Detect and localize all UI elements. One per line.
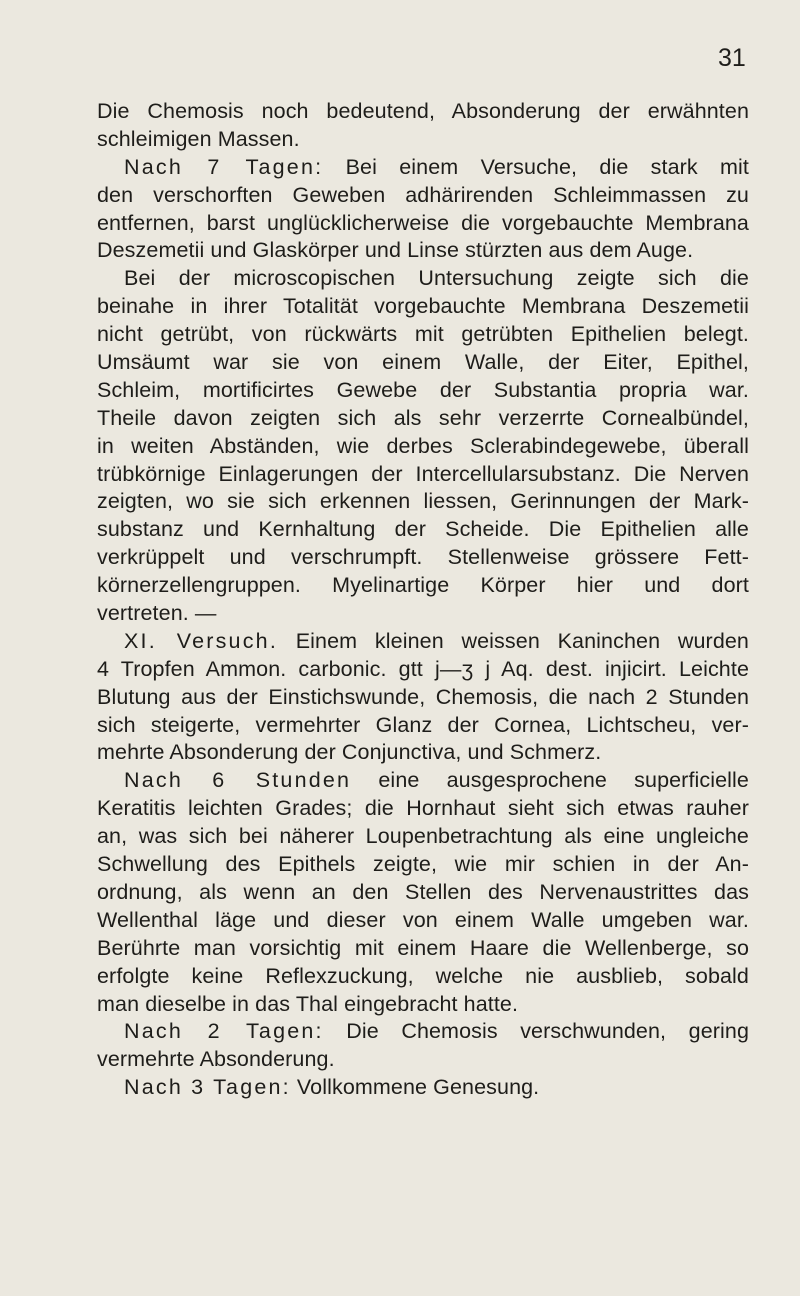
text-line xyxy=(97,544,749,572)
text-line xyxy=(97,739,749,767)
text-line xyxy=(97,991,749,1019)
section-lead: XI. Versuch. xyxy=(124,628,278,653)
line-text: substanz und Kernhaltung der Scheide. Die Epithelien alle xyxy=(97,517,749,542)
line-text: zeigten, wo sie sich erkennen liessen, Gerinnungen der Mark- xyxy=(97,489,749,514)
line-text: Bei einem Versuche, die stark mit xyxy=(323,154,750,179)
text-line xyxy=(97,572,749,600)
text-line xyxy=(97,600,749,628)
text-line xyxy=(97,321,749,349)
line-text: Die Chemosis verschwunden, gering xyxy=(323,1019,749,1044)
text-line xyxy=(97,1018,749,1046)
text-line xyxy=(97,767,749,795)
body-text xyxy=(97,98,749,1102)
line-text: Vollkommene Genesung. xyxy=(290,1075,540,1100)
text-line xyxy=(97,628,749,656)
section-lead: Nach 7 Tagen: xyxy=(124,154,324,179)
text-line xyxy=(97,488,749,516)
text-line xyxy=(97,349,749,377)
text-line xyxy=(97,879,749,907)
text-line xyxy=(97,795,749,823)
line-text: Schleim, mortificirtes Gewebe der Substantia propria war. xyxy=(97,377,749,402)
line-text: schleimigen Massen. xyxy=(97,126,300,151)
line-text: Umsäumt war sie von einem Walle, der Eiter, Epithel, xyxy=(97,350,749,375)
line-text: Keratitis leichten Grades; die Hornhaut sieht sich etwas rauher xyxy=(97,796,749,821)
page-number: 31 xyxy=(718,44,746,72)
text-line xyxy=(97,237,749,265)
text-line xyxy=(97,433,749,461)
section-lead: Nach 3 Tagen: xyxy=(124,1075,291,1100)
line-text: sich steigerte, vermehrter Glanz der Cornea, Lichtscheu, ver- xyxy=(97,712,749,737)
line-text: beinahe in ihrer Totalität vorgebauchte Membrana Deszemetii xyxy=(97,294,749,319)
line-text: mehrte Absonderung der Conjunctiva, und Schmerz. xyxy=(97,740,602,765)
text-line xyxy=(97,684,749,712)
text-line xyxy=(97,851,749,879)
text-line xyxy=(97,210,749,238)
line-text: ordnung, als wenn an den Stellen des Nervenaustrittes das xyxy=(97,879,749,904)
text-line xyxy=(97,154,749,182)
line-text: Wellenthal läge und dieser von einem Walle umgeben war. xyxy=(97,907,749,932)
section-lead: Nach 6 Stunden xyxy=(124,768,352,793)
line-text: nicht getrübt, von rückwärts mit getrübten Epithelien belegt. xyxy=(97,322,749,347)
line-text: erfolgte keine Reflexzuckung, welche nie ausblieb, sobald xyxy=(97,963,749,988)
text-line xyxy=(97,405,749,433)
text-line xyxy=(97,516,749,544)
line-text: trübkörnige Einlagerungen der Intercellularsubstanz. Die Nerven xyxy=(97,461,749,486)
line-text: Berührte man vorsichtig mit einem Haare die Wellenberge, so xyxy=(97,935,749,960)
text-line xyxy=(97,963,749,991)
line-text: Schwellung des Epithels zeigte, wie mir schien in der An- xyxy=(97,852,749,877)
text-line xyxy=(97,293,749,321)
text-line xyxy=(97,461,749,489)
line-text: Einem kleinen weissen Kaninchen wurden xyxy=(278,628,749,653)
line-text: verkrüppelt und verschrumpft. Stellenweise grössere Fett- xyxy=(97,545,749,570)
line-text: vermehrte Absonderung. xyxy=(97,1047,335,1072)
text-line xyxy=(97,712,749,740)
text-line xyxy=(97,823,749,851)
line-text: den verschorften Geweben adhärirenden Schleimmassen zu xyxy=(97,182,749,207)
text-line xyxy=(97,1046,749,1074)
line-text: körnerzellengruppen. Myelinartige Körper hier und dort xyxy=(97,573,749,598)
line-text: Blutung aus der Einstichswunde, Chemosis, die nach 2 Stunden xyxy=(97,684,749,709)
text-line xyxy=(97,98,749,126)
text-line xyxy=(97,1074,749,1102)
text-line xyxy=(97,377,749,405)
line-text: 4 Tropfen Ammon. carbonic. gtt j—ʒ j Aq. dest. injicirt. Leichte xyxy=(97,656,749,681)
line-text: in weiten Abständen, wie derbes Sclerabindegewebe, überall xyxy=(97,433,749,458)
section-lead: Nach 2 Tagen: xyxy=(124,1019,324,1044)
line-text: Die Chemosis noch bedeutend, Absonderung der erwähnten xyxy=(97,99,749,123)
line-text: eine ausgesprochene superficielle xyxy=(351,768,749,793)
line-text: Theile davon zeigten sich als sehr verzerrte Cornealbündel, xyxy=(97,405,749,430)
line-text: Deszemetii und Glaskörper und Linse stürzten aus dem Auge. xyxy=(97,238,694,263)
text-line xyxy=(97,182,749,210)
text-line xyxy=(97,935,749,963)
text-line xyxy=(97,656,749,684)
text-line xyxy=(97,907,749,935)
line-text: Bei der microscopischen Untersuchung zeigte sich die xyxy=(124,266,749,291)
line-text: entfernen, barst unglücklicherweise die vorgebauchte Membrana xyxy=(97,210,749,235)
line-text: man dieselbe in das Thal eingebracht hatte. xyxy=(97,991,519,1016)
text-line xyxy=(97,265,749,293)
line-text: vertreten. — xyxy=(97,601,217,626)
text-line xyxy=(97,126,749,154)
line-text: an, was sich bei näherer Loupenbetrachtung als eine ungleiche xyxy=(97,824,749,849)
